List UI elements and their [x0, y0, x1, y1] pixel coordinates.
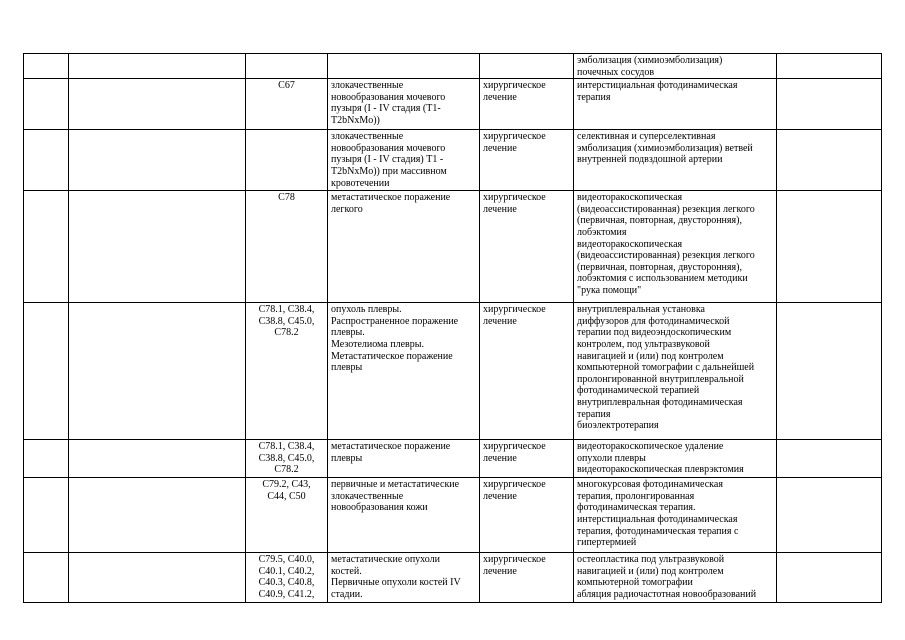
table-row [24, 191, 882, 303]
profile-cell [69, 54, 246, 79]
code-cell [246, 54, 328, 79]
extra-cell [777, 79, 882, 130]
document-page [23, 53, 881, 603]
profile-cell [69, 130, 246, 191]
profile-cell [69, 191, 246, 303]
table-row [24, 553, 882, 603]
table-row [24, 303, 882, 440]
table-row [24, 79, 882, 130]
treatment-type-cell: хирургическое лечение [480, 478, 574, 553]
row-number-cell [24, 79, 69, 130]
profile-cell [69, 303, 246, 440]
row-number-cell [24, 478, 69, 553]
extra-cell [777, 553, 882, 603]
extra-cell [777, 130, 882, 191]
treatment-type-cell: хирургическое лечение [480, 79, 574, 130]
extra-cell [777, 303, 882, 440]
treatment-type-cell: хирургическое лечение [480, 440, 574, 478]
profile-cell [69, 553, 246, 603]
table-row [24, 440, 882, 478]
treatment-type-cell: хирургическое лечение [480, 191, 574, 303]
method-cell: видеоторакоскопическое удаление опухоли плевры видеоторакоскопическая плеврэктомия [574, 440, 777, 478]
row-number-cell [24, 54, 69, 79]
extra-cell [777, 191, 882, 303]
diagnosis-cell: опухоль плевры. Распространенное поражение плевры. Мезотелиома плевры. Метастатическое поражение плевры [328, 303, 480, 440]
profile-cell [69, 79, 246, 130]
extra-cell [777, 478, 882, 553]
row-number-cell [24, 303, 69, 440]
code-cell: C67 [246, 79, 328, 130]
row-number-cell [24, 191, 69, 303]
code-cell: C78.1, C38.4, C38.8, C45.0, C78.2 [246, 440, 328, 478]
row-number-cell [24, 130, 69, 191]
method-cell: эмболизация (химиоэмболизация) почечных сосудов [574, 54, 777, 79]
table-row [24, 54, 882, 79]
extra-cell [777, 440, 882, 478]
diagnosis-cell [328, 54, 480, 79]
code-cell: C78 [246, 191, 328, 303]
extra-cell [777, 54, 882, 79]
profile-cell [69, 478, 246, 553]
diagnosis-cell: метастатическое поражение плевры [328, 440, 480, 478]
treatment-table [23, 53, 882, 603]
table-row [24, 130, 882, 191]
treatment-type-cell [480, 54, 574, 79]
code-cell: C79.5, C40.0, C40.1, C40.2, C40.3, C40.8, C40.9, C41.2, [246, 553, 328, 603]
method-cell: видеоторакоскопическая (видеоассистированная) резекция легкого (первичная, повторная, двусторонняя), лобэктомия видеоторакоскопическая (видеоассистированная) резекция легкого (первичная, повторная, двусторонняя), лобэктомия с использованием методики "рука помощи" [574, 191, 777, 303]
code-cell: C79.2, C43, C44, C50 [246, 478, 328, 553]
method-cell: многокурсовая фотодинамическая терапия, пролонгированная фотодинамическая терапия. интерстициальная фотодинамическая терапия, фотодинамическая терапия с гипертермией [574, 478, 777, 553]
code-cell [246, 130, 328, 191]
treatment-type-cell: хирургическое лечение [480, 553, 574, 603]
row-number-cell [24, 553, 69, 603]
profile-cell [69, 440, 246, 478]
method-cell: селективная и суперселективная эмболизация (химиоэмболизация) ветвей внутренней подвздошной артерии [574, 130, 777, 191]
row-number-cell [24, 440, 69, 478]
diagnosis-cell: метастатические опухоли костей. Первичные опухоли костей IV стадии. [328, 553, 480, 603]
method-cell: остеопластика под ультразвуковой навигацией и (или) под контролем компьютерной томографии абляция радиочастотная новообразований [574, 553, 777, 603]
method-cell: внутриплевральная установка диффузоров для фотодинамической терапии под видеоэндоскопическим контролем, под ультразвуковой навигацией и (или) под контролем компьютерной томографии с дальнейшей пролонгированной внутриплевральной фотодинамической терапией внутриплевральная фотодинамическая терапия биоэлектротерапия [574, 303, 777, 440]
code-cell: C78.1, C38.4, C38.8, C45.0, C78.2 [246, 303, 328, 440]
diagnosis-cell: злокачественные новообразования мочевого пузыря (I - IV стадия) T1 - T2bNxMo)) при массивном кровотечении [328, 130, 480, 191]
diagnosis-cell: первичные и метастатические злокачественные новообразования кожи [328, 478, 480, 553]
treatment-type-cell: хирургическое лечение [480, 130, 574, 191]
table-row [24, 478, 882, 553]
diagnosis-cell: злокачественные новообразования мочевого пузыря (I - IV стадия (T1- T2bNxMo)) [328, 79, 480, 130]
method-cell: интерстициальная фотодинамическая терапия [574, 79, 777, 130]
diagnosis-cell: метастатическое поражение легкого [328, 191, 480, 303]
treatment-type-cell: хирургическое лечение [480, 303, 574, 440]
